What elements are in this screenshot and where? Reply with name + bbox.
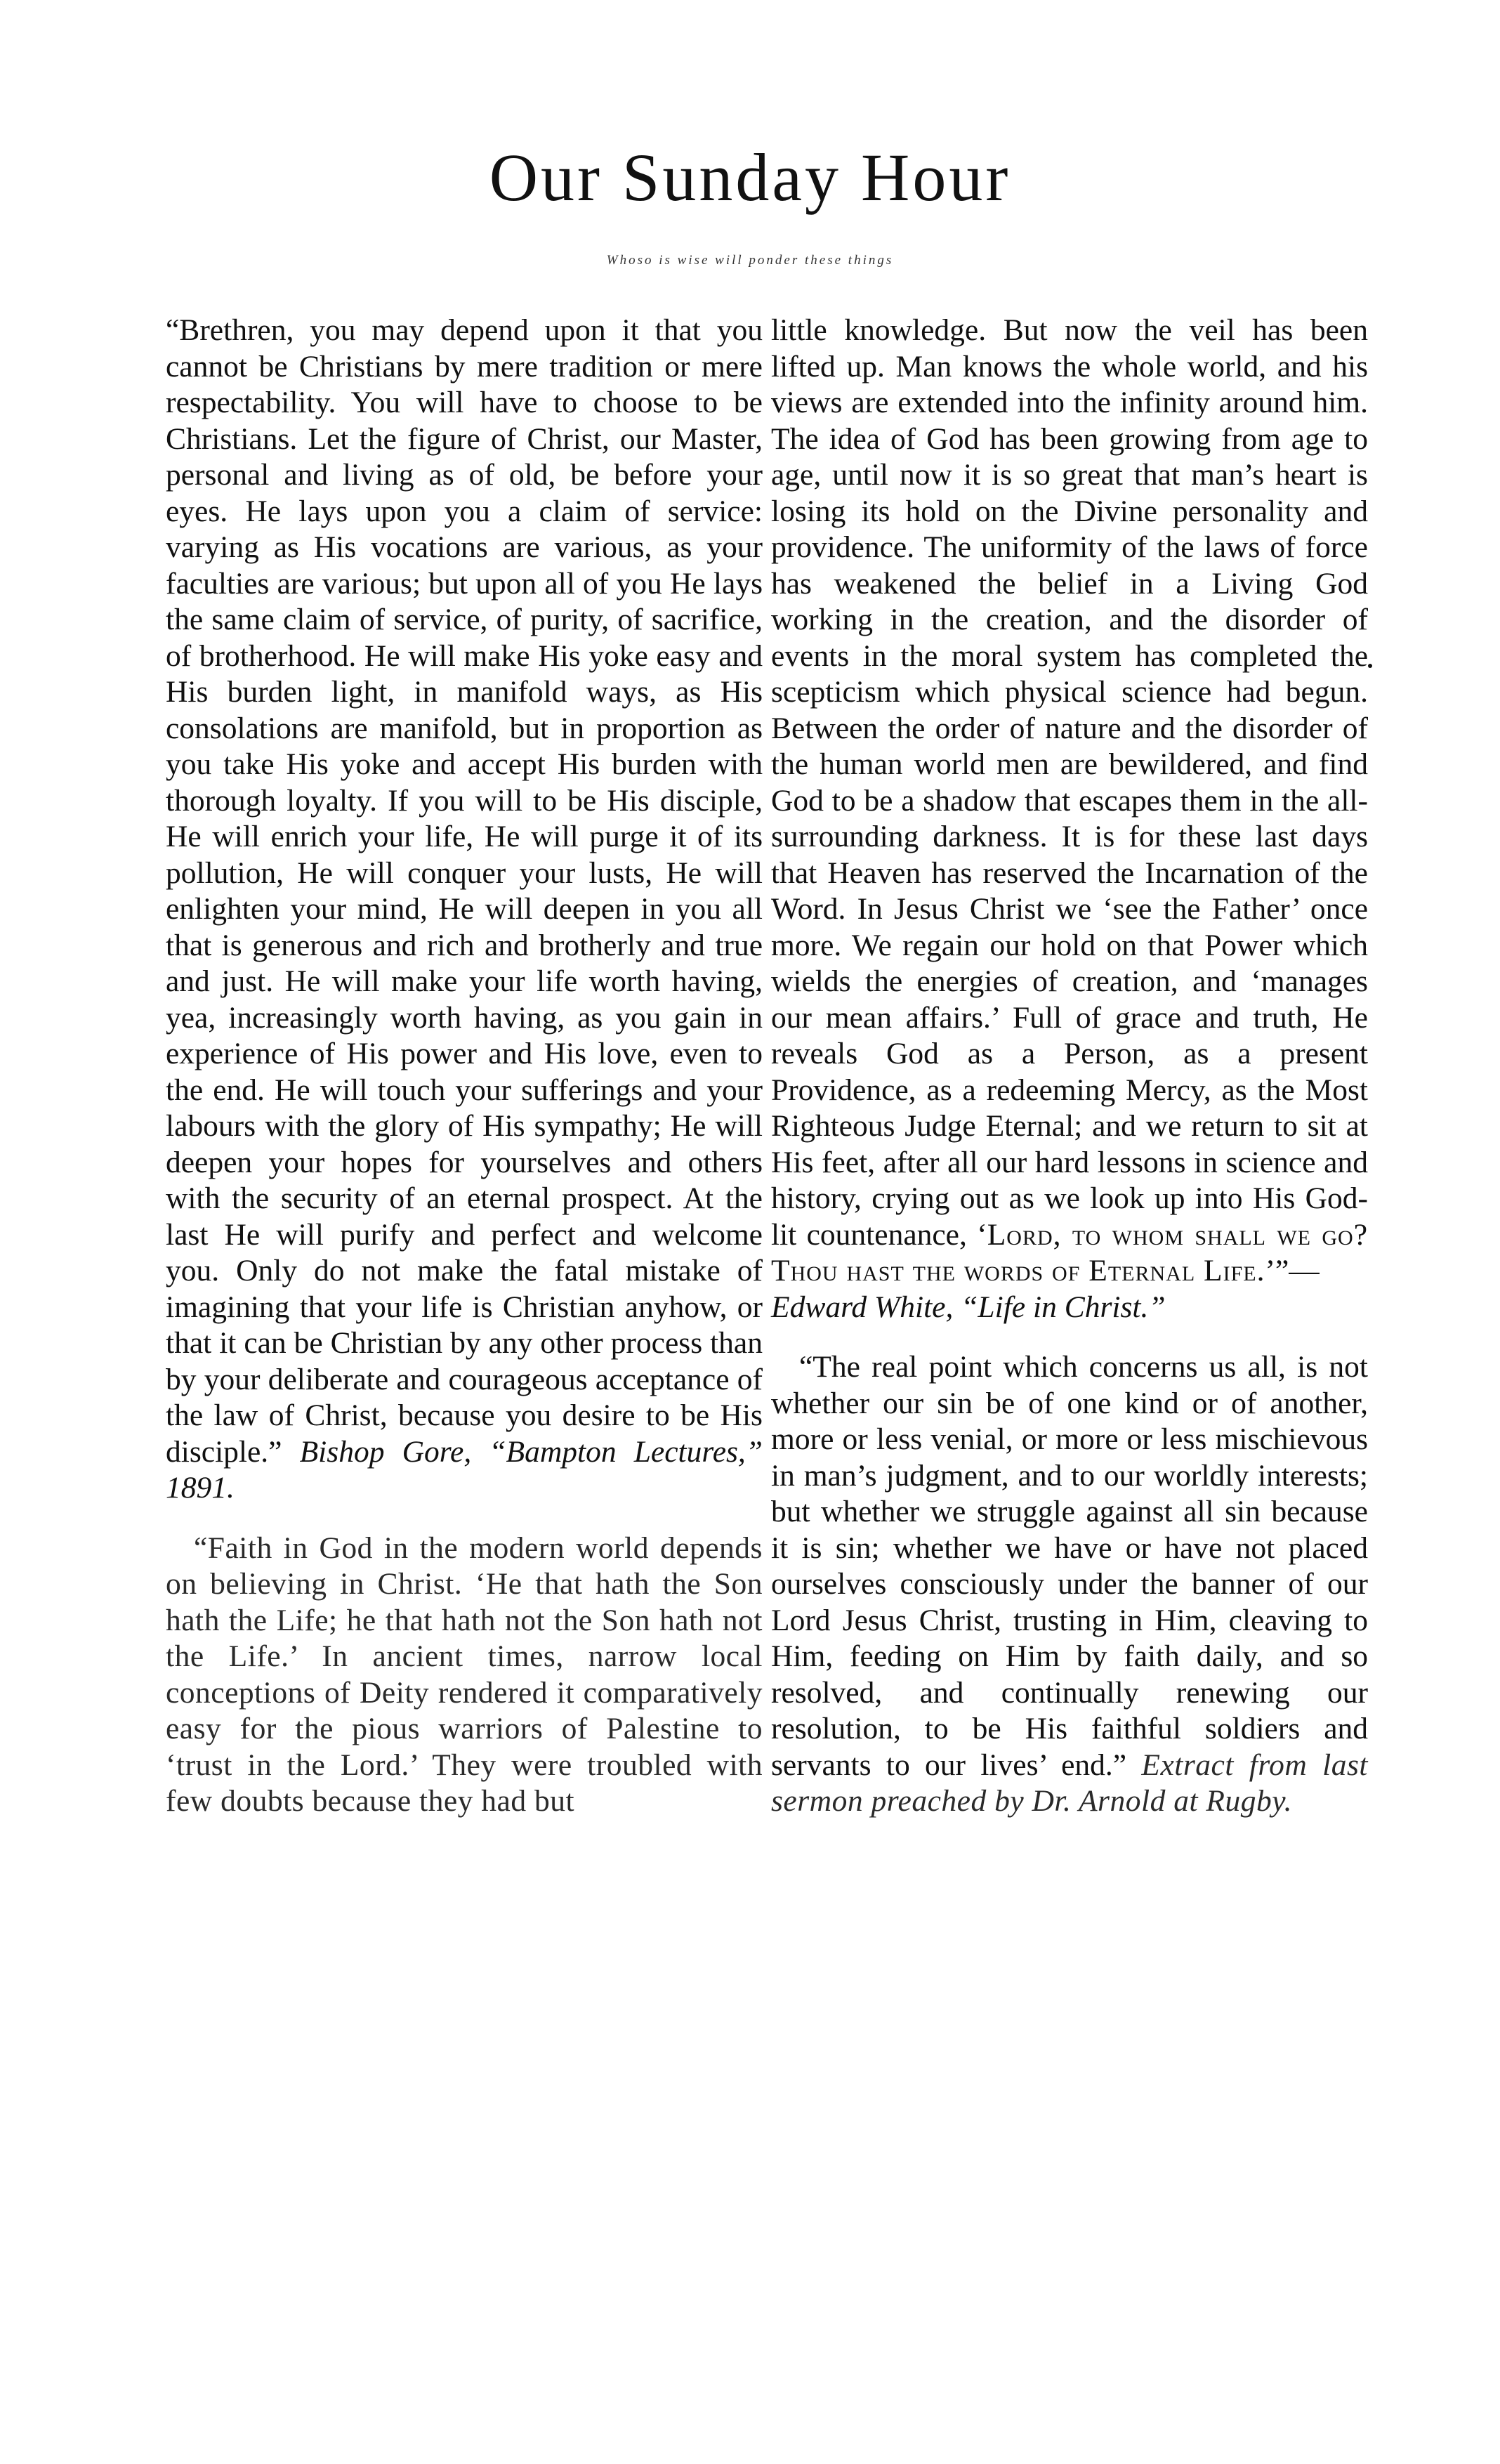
quote-white-caps: Lord, to whom shall we go? Thou hast the words of Eternal Life. (771, 1217, 1369, 1287)
quote-gore-text: “Brethren, you may depend upon it that you cannot be Christians by mere tradition or mere respectability. You will have to choose to be Christians. Let the figure of Christ, our Master, personal and living as of old, be before your eyes. He lays upon you a claim of service: varying as His vocations are various, as your faculties are various; but upon all of you He lays the same claim of service, of purity, of sacrifice, of brotherhood. He will make His yoke easy and His burden light, in manifold ways, as His consolations are manifold, but in proportion as you take His yoke and accept His burden with thorough loyalty. If you will to be His disciple, He will enrich your life, He will purge it of its pollution, He will conquer your lusts, He will enlighten your mind, He will deepen in you all that is generous and rich and brotherly and true and just. He will make your life worth having, yea, increasingly worth having, as you gain in experience of His power and His love, even to the end. He will touch your sufferings and your labours with the glory of His sympathy; He will deepen your hopes for yourselves and others with the security of an eternal prospect. At the last He will purify and perfect and welcome you. Only do not make the fatal mistake of imagining that your life is Christian anyhow, or that it can be Christian by any other process than by your deliberate and courageous acceptance of the law of Christ, because you desire to be His disciple.” (166, 313, 763, 1469)
right-column (771, 313, 1368, 1820)
quote-arnold (771, 1349, 1368, 1820)
quote-faith (166, 1531, 763, 1820)
quote-gore (166, 313, 763, 1507)
quote-white (771, 313, 1368, 1325)
quote-white-attribution: Edward White, “Life in Christ.” (771, 1290, 1166, 1324)
quote-white-text: little knowledge. But now the veil has been lifted up. Man knows the whole world, and his views are extended into the infinity around him. The idea of God has been growing from age to age, until now it is so great that man’s heart is losing its hold on the Divine personality and providence. The uniformity of the laws of force has weakened the belief in a Living God working in the creation, and the disorder of events in the moral system has completed the scepticism which physical science had begun. Between the order of nature and the disorder of the human world men are bewildered, and find God to be a shadow that escapes them in the all-surrounding darkness. It is for these last days that Heaven has reserved the Incarnation of the Word. In Jesus Christ we ‘see the Father’ once more. We regain our hold on that Power which wields the energies of creation, and ‘manages our mean affairs.’ Full of grace and truth, He reveals God as a Person, as a present Providence, as a redeeming Mercy, as the Most Righteous Judge Eternal; and we return to sit at His feet, after all our hard lessons in science and history, crying out as we look up into His God-lit countenance, ‘ (771, 313, 1368, 1252)
quote-faith-text: “Faith in God in the modern world depends on believing in Christ. ‘He that hath the Son hath the Life; he that hath not the Son hath not the Life.’ In ancient times, narrow local conceptions of Deity rendered it comparatively easy for the pious warriors of Palestine to ‘trust in the Lord.’ They were troubled with few doubts because they had but (166, 1531, 763, 1818)
left-column (166, 313, 763, 1820)
stray-mark (1368, 664, 1372, 668)
quote-gore-attribution: Bishop Gore, “Bampton Lectures,” 1891. (166, 1434, 763, 1505)
quote-arnold-attribution: Extract from last sermon preached by Dr. Arnold at Rugby. (771, 1748, 1368, 1818)
quote-white-close: ’”— (1265, 1254, 1320, 1287)
epigraph: Whoso is wise will ponder these things (606, 253, 894, 268)
page-title: Our Sunday Hour (489, 140, 1011, 215)
quote-arnold-text: “The real point which concerns us all, is not whether our sin be of one kind or of another, more or less venial, or more or less mischievous in man’s judgment, and to our worldly interests; but whether we struggle against all sin because it is sin; whether we have or have not placed ourselves consciously under the banner of our Lord Jesus Christ, trusting in Him, cleaving to Him, feeding on Him by faith daily, and so resolved, and continually renewing our resolution, to be His faithful soldiers and servants to our lives’ end.” (771, 1350, 1368, 1782)
